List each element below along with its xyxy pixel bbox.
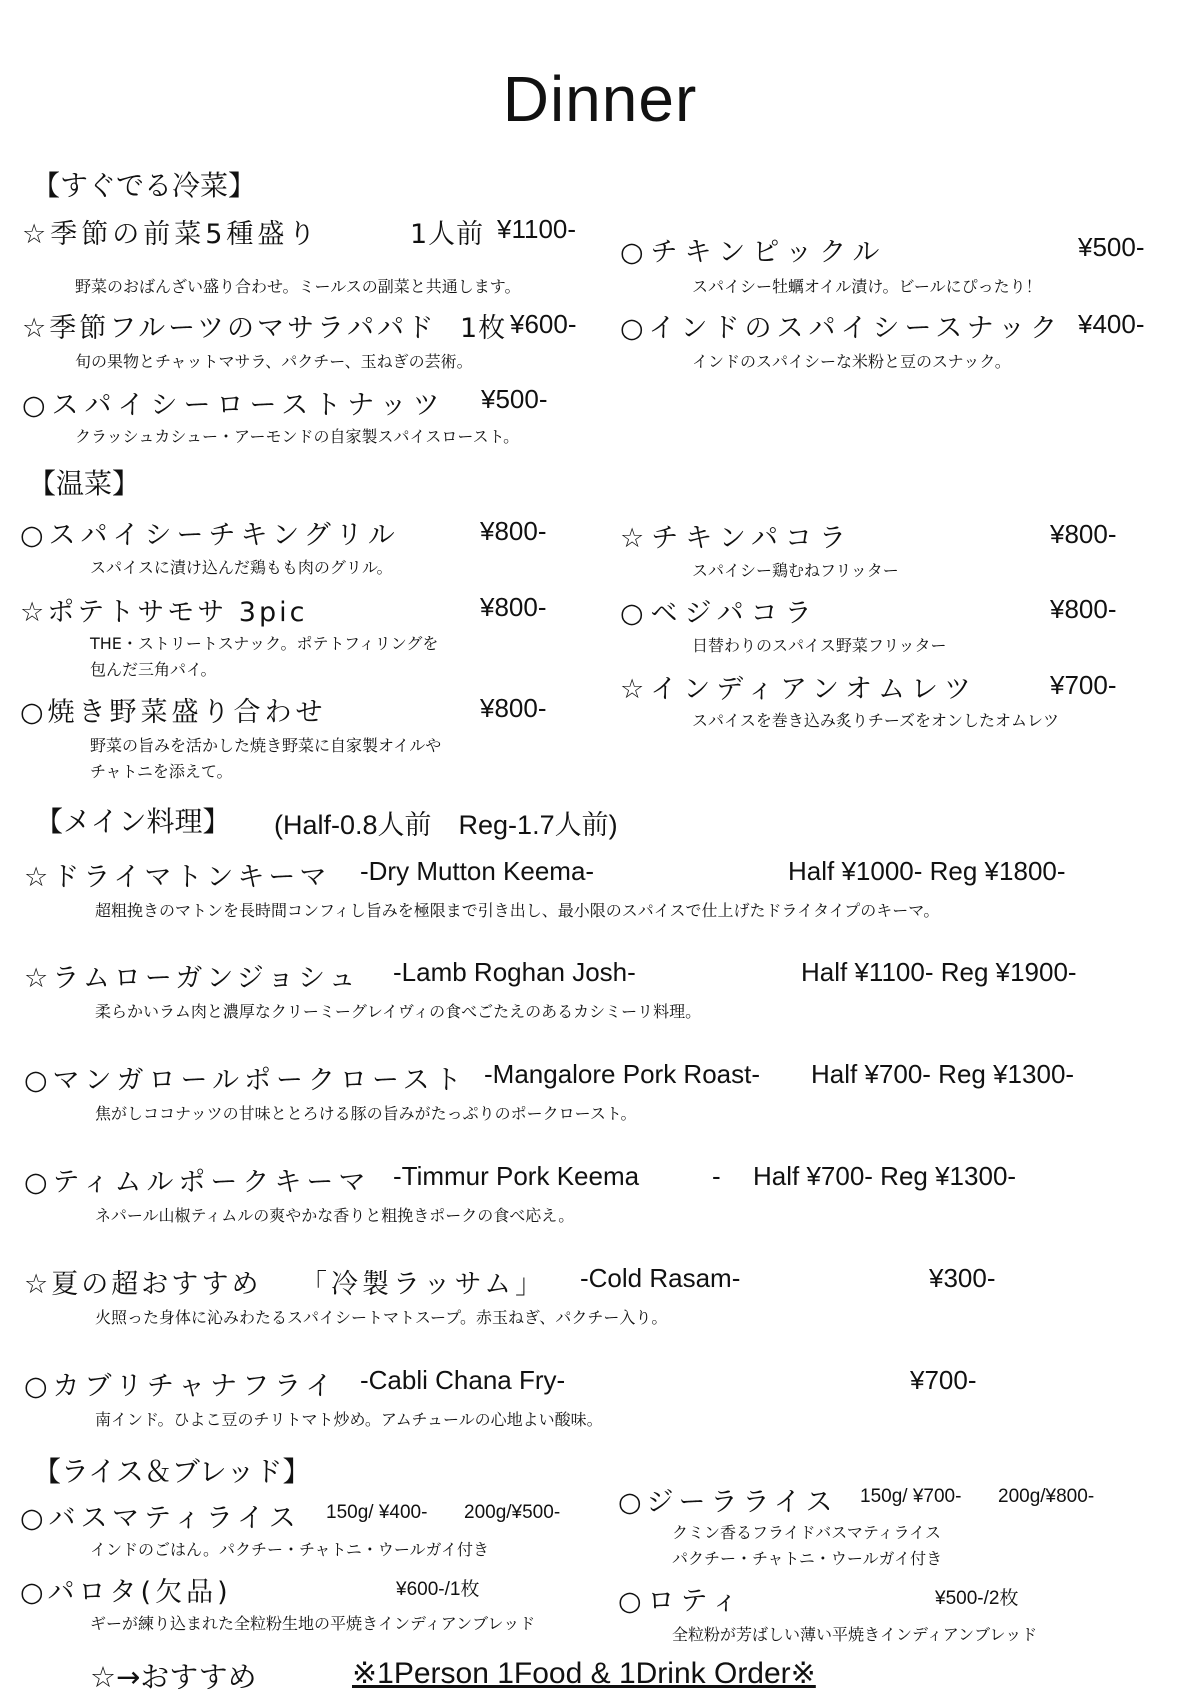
menu-item-price: ¥800- [480,516,547,546]
page-title: Dinner [502,63,698,135]
menu-item-description: 旬の果物とチャットマサラ、パクチー、玉ねぎの芸術。 [75,352,473,371]
section-heading-warm: 【温菜】 [28,467,141,500]
menu-item-name: ○ベジパコラ [620,598,819,629]
portion-note: (Half-0.8人前 Reg-1.7人前) [274,810,618,840]
menu-item-price-large: 200g/¥800- [998,1486,1095,1507]
menu-item-price: Half ¥1100- Reg ¥1900- [801,957,1077,987]
menu-item-english-name: -Cold Rasam- [580,1263,741,1293]
menu-item-name: ○チキンピックル [620,237,887,268]
menu-item-name: ○バスマティライス [20,1503,301,1534]
menu-item-description: 焦がしココナッツの甘味ととろける豚の旨みがたっぷりのポークロースト。 [95,1104,637,1123]
menu-item-description: 火照った身体に沁みわたるスパイシートマトスープ。赤玉ねぎ、パクチー入り。 [95,1308,668,1327]
menu-item-name: ○ティムルポークキーマ [24,1167,371,1198]
menu-item-price: ¥300- [929,1263,996,1293]
menu-item-name: ○スパイシーチキングリル [20,520,400,551]
menu-item-price: ¥700- [910,1365,977,1395]
menu-item-name: ○マンガロールポークロースト [24,1065,467,1096]
recommend-legend: ☆→おすすめ [90,1660,257,1694]
menu-item-description: インドのごはん。パクチー・チャトニ・ウールガイ付き [90,1540,490,1559]
order-rule: ※1Person 1Food & 1Drink Order※ [352,1657,816,1690]
menu-item-name: ○スパイシーローストナッツ [22,390,446,421]
menu-item-description: ネパール山椒ティムルの爽やかな香りと粗挽きポークの食べ応え。 [95,1206,575,1225]
menu-item-name: ☆インディアンオムレツ [620,674,977,705]
menu-item-price: ¥600-/1枚 [396,1579,480,1600]
menu-item-description: 日替わりのスパイス野菜フリッター [692,636,947,655]
menu-item-portion: 1人前 [410,219,485,250]
menu-item-price-large: 200g/¥500- [464,1502,561,1523]
menu-item-name: ☆夏の超おすすめ [24,1269,262,1300]
menu-item-english-name: -Lamb Roghan Josh- [393,957,636,987]
menu-item-english-name: -Dry Mutton Keema- [360,856,595,886]
menu-item-price-small: 150g/ ¥700- [860,1486,962,1507]
menu-item-name: ☆ポテトサモサ 3pic [20,597,308,628]
menu-item-name: ☆季節フルーツのマサラパパド [22,313,437,344]
menu-item-description: 超粗挽きのマトンを長時間コンフィし旨みを極限まで引き出し、最小限のスパイスで仕上げたドライタイプのキーマ。 [95,901,940,920]
menu-item-name: ○ジーラライス [618,1487,838,1518]
menu-item-name: ○インドのスパイシースナック [620,313,1063,344]
menu-item-price-small: 150g/ ¥400- [326,1502,428,1523]
menu-item-english-name: -Cabli Chana Fry- [360,1365,566,1395]
menu-item-description: インドのスパイシーな米粉と豆のスナック。 [692,352,1011,371]
menu-item-price: ¥1100- [497,214,577,244]
menu-item-description: 柔らかいラム肉と濃厚なクリーミーグレイヴィの食べごたえのあるカシミーリ料理。 [95,1002,702,1021]
menu-item-name: ☆季節の前菜5種盛り [22,219,320,250]
menu-item-price: ¥600- [510,309,577,339]
menu-item-description: スパイスに漬け込んだ鶏もも肉のグリル。 [90,558,393,577]
section-heading-rice: 【ライス＆ブレッド】 [33,1455,311,1488]
menu-item-price: ¥400- [1078,309,1145,339]
menu-item-name: ☆ドライマトンキーマ [24,862,331,893]
menu-item-price: ¥800- [480,592,547,622]
section-heading-main: 【メイン料理】 [35,805,231,838]
menu-item-price: Half ¥700- Reg ¥1300- [753,1161,1017,1191]
menu-item-description: スパイスを巻き込み炙りチーズをオンしたオムレツ [692,711,1060,730]
menu-item-price: Half ¥1000- Reg ¥1800- [788,856,1066,886]
menu-item-description: ギーが練り込まれた全粒粉生地の平焼きインディアンブレッド [90,1614,536,1633]
menu-item-description: 野菜の旨みを活かした焼き野菜に自家製オイルや チャトニを添えて。 [90,736,442,781]
menu-item-price: ¥500- [481,384,548,414]
menu-item-english-name: -Timmur Pork Keema [393,1161,640,1191]
menu-item-name: ☆チキンパコラ [620,523,854,554]
menu-item-description: 全粒粉が芳ばしい薄い平焼きインディアンブレッド [672,1625,1038,1644]
menu-item-price: ¥500-/2枚 [935,1588,1019,1609]
menu-item-portion: 1枚 [460,313,507,344]
menu-item-price: Half ¥700- Reg ¥1300- [811,1059,1075,1089]
menu-item-description: クミン香るフライドバスマティライス パクチー・チャトニ・ウールガイ付き [672,1523,943,1568]
menu-item-subtitle: 「冷製ラッサム」 [300,1269,547,1300]
menu-item-description: クラッシュカシュー・アーモンドの自家製スパイスロースト。 [75,427,520,446]
menu-item-name: ○パロタ(欠品) [20,1577,232,1608]
menu-item-price: ¥800- [1050,594,1117,624]
menu-item-price: ¥500- [1078,232,1145,262]
separator-dash: - [712,1161,721,1191]
menu-item-description: スパイシー牡蠣オイル漬け。ビールにぴったり！ [692,277,1042,296]
section-heading-cold: 【すぐでる冷菜】 [32,169,257,202]
menu-item-price: ¥700- [1050,670,1117,700]
menu-item-name: ○焼き野菜盛り合わせ [20,697,327,728]
menu-item-name: ○カブリチャナフライ [24,1371,338,1402]
menu-item-name: ○ロティ [618,1586,745,1617]
menu-item-price: ¥800- [480,693,547,723]
menu-item-description: スパイシー鶏むねフリッター [692,561,899,580]
menu-item-name: ☆ラムローガンジョシュ [24,963,360,994]
menu-item-description: THE・ストリートスナック。ポテトフィリングを 包んだ三角パイ。 [90,634,439,679]
menu-item-description: 野菜のおばんざい盛り合わせ。ミールスの副菜と共通します。 [75,277,521,296]
menu-item-description: 南インド。ひよこ豆のチリトマト炒め。アムチュールの心地よい酸味。 [95,1410,603,1429]
menu-item-english-name: -Mangalore Pork Roast- [484,1059,760,1089]
menu-item-price: ¥800- [1050,519,1117,549]
